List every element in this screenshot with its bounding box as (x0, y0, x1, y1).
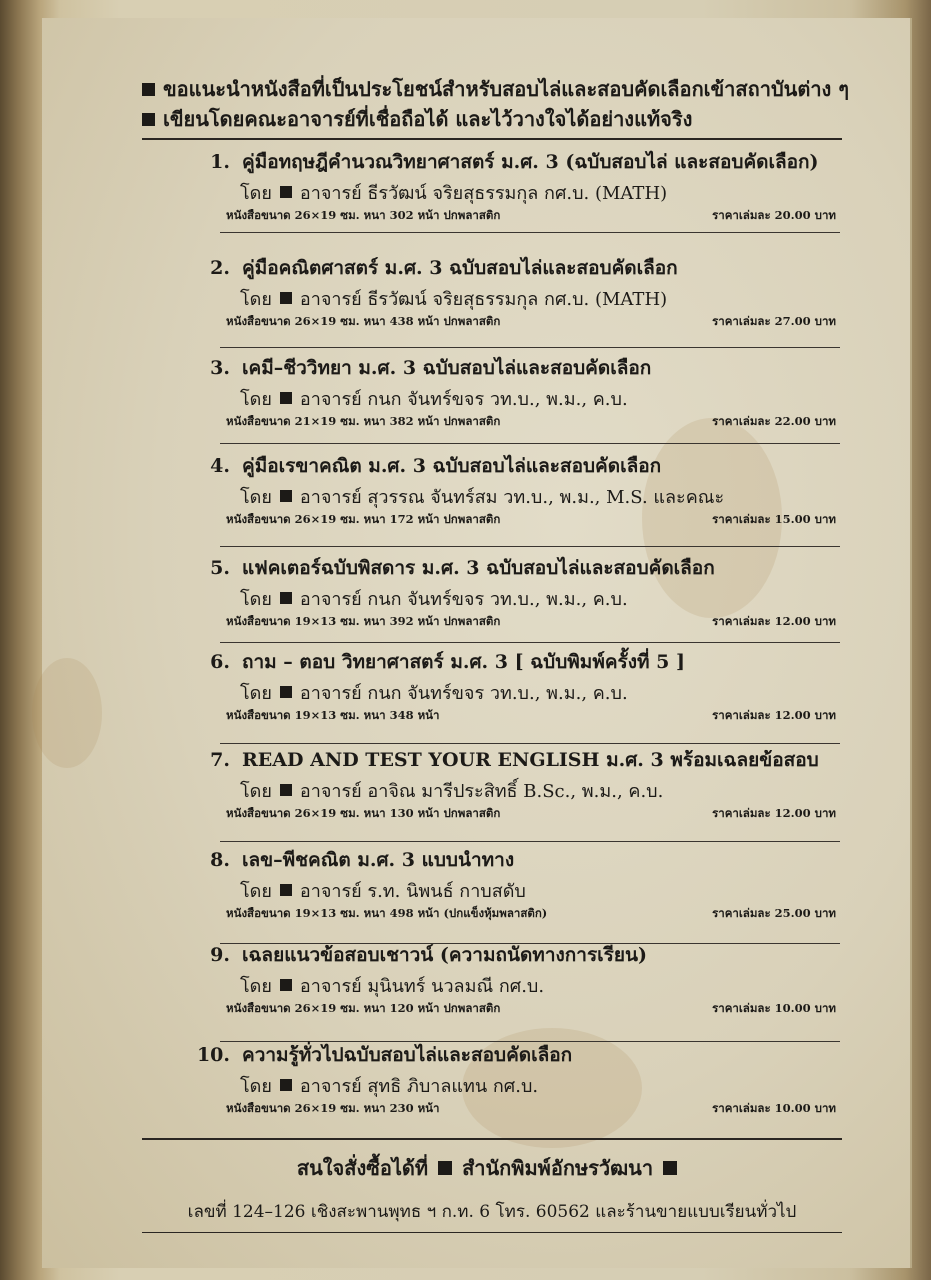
book-price: ราคาเล่มละ 10.00 บาท (712, 1101, 836, 1115)
book-entry (196, 451, 836, 529)
footer-rule (142, 1138, 842, 1140)
book-entry (196, 1040, 836, 1118)
book-price: ราคาเล่มละ 12.00 บาท (712, 708, 836, 722)
book-details: หนังสือขนาด 19×13 ซม. หนา 348 หน้า (226, 708, 440, 722)
book-price: ราคาเล่มละ 10.00 บาท (712, 1001, 836, 1015)
book-number: 4. (210, 455, 230, 477)
book-number: 3. (210, 357, 230, 379)
book-entry (196, 553, 836, 631)
entry-separator (220, 232, 840, 233)
book-price: ราคาเล่มละ 12.00 บาท (712, 806, 836, 820)
book-title: คู่มือทฤษฎีคำนวณวิทยาศาสตร์ ม.ศ. 3 (ฉบับสอบไล่ และสอบคัดเลือก) (242, 151, 819, 173)
book-price: ราคาเล่มละ 12.00 บาท (712, 614, 836, 628)
book-entry (196, 353, 836, 431)
bullet-square-icon (280, 292, 292, 304)
by-label: โดย (240, 780, 272, 802)
book-entry (196, 147, 836, 225)
book-author: อาจารย์ กนก จันทร์ขจร วท.บ., พ.ม., ค.บ. (299, 588, 628, 610)
header-line-1-text: ขอแนะนำหนังสือที่เป็นประโยชน์สำหรับสอบไล่และสอบคัดเลือกเข้าสถาบันต่าง ๆ (163, 77, 850, 101)
book-details: หนังสือขนาด 19×13 ซม. หนา 498 หน้า (ปกแข็งหุ้มพลาสติก) (226, 906, 548, 920)
book-entry (196, 845, 836, 923)
book-author: อาจารย์ ร.ท. นิพนธ์ กาบสดับ (299, 880, 526, 902)
book-author: อาจารย์ ธีรวัฒน์ จริยสุธรรมกุล กศ.บ. (MATH) (299, 182, 668, 204)
book-title: เฉลยแนวข้อสอบเชาวน์ (ความถนัดทางการเรียน) (242, 944, 647, 966)
book-author: อาจารย์ สุทธิ ภิบาลแทน กศ.บ. (299, 1075, 539, 1097)
book-details: หนังสือขนาด 26×19 ซม. หนา 120 หน้า ปกพลาสติก (226, 1001, 501, 1015)
book-title: READ AND TEST YOUR ENGLISH ม.ศ. 3 พร้อมเฉลยข้อสอบ (242, 749, 819, 771)
book-title: เลข–พีชคณิต ม.ศ. 3 แบบนำทาง (242, 849, 515, 871)
book-title: คู่มือเรขาคณิต ม.ศ. 3 ฉบับสอบไล่และสอบคัดเลือก (242, 455, 662, 477)
header-line-2 (142, 104, 862, 134)
book-details: หนังสือขนาด 26×19 ซม. หนา 130 หน้า ปกพลาสติก (226, 806, 501, 820)
book-entry (196, 745, 836, 823)
by-label: โดย (240, 486, 272, 508)
by-label: โดย (240, 588, 272, 610)
book-entry (196, 940, 836, 1018)
book-author: อาจารย์ กนก จันทร์ขจร วท.บ., พ.ม., ค.บ. (299, 388, 628, 410)
entry-separator (220, 841, 840, 842)
book-price: ราคาเล่มละ 22.00 บาท (712, 414, 836, 428)
by-label: โดย (240, 182, 272, 204)
publisher-name: สำนักพิมพ์อักษรวัฒนา (462, 1156, 654, 1180)
book-details: หนังสือขนาด 26×19 ซม. หนา 172 หน้า ปกพลาสติก (226, 512, 501, 526)
bullet-square-icon (280, 490, 292, 502)
book-author: อาจารย์ ธีรวัฒน์ จริยสุธรรมกุล กศ.บ. (MATH) (299, 288, 668, 310)
entry-separator (220, 347, 840, 348)
book-details: หนังสือขนาด 26×19 ซม. หนา 302 หน้า ปกพลาสติก (226, 208, 501, 222)
book-number: 8. (210, 849, 230, 871)
entry-separator (220, 642, 840, 643)
book-number: 7. (210, 749, 230, 771)
book-entry (196, 647, 836, 725)
by-label: โดย (240, 388, 272, 410)
bullet-square-icon (280, 186, 292, 198)
order-line (142, 1152, 842, 1184)
book-number: 9. (210, 944, 230, 966)
bottom-rule (142, 1232, 842, 1233)
book-number: 10. (196, 1044, 230, 1066)
bullet-square-icon (280, 784, 292, 796)
entry-separator (220, 743, 840, 744)
by-label: โดย (240, 880, 272, 902)
book-title: คู่มือคณิตศาสตร์ ม.ศ. 3 ฉบับสอบไล่และสอบคัดเลือก (242, 257, 678, 279)
book-entry (196, 253, 836, 331)
bullet-square-icon (663, 1161, 677, 1175)
book-number: 1. (210, 151, 230, 173)
footer (142, 1152, 842, 1225)
book-details: หนังสือขนาด 26×19 ซม. หนา 230 หน้า (226, 1101, 440, 1115)
by-label: โดย (240, 288, 272, 310)
book-number: 6. (210, 651, 230, 673)
by-label: โดย (240, 682, 272, 704)
header-rule (142, 138, 842, 140)
bullet-square-icon (280, 686, 292, 698)
book-details: หนังสือขนาด 21×19 ซม. หนา 382 หน้า ปกพลาสติก (226, 414, 501, 428)
book-title: ถาม – ตอบ วิทยาศาสตร์ ม.ศ. 3 [ ฉบับพิมพ์ครั้งที่ 5 ] (242, 651, 685, 673)
bullet-square-icon (142, 83, 155, 96)
book-title: แฟคเตอร์ฉบับพิสดาร ม.ศ. 3 ฉบับสอบไล่และสอบคัดเลือก (242, 557, 715, 579)
book-details: หนังสือขนาด 19×13 ซม. หนา 392 หน้า ปกพลาสติก (226, 614, 501, 628)
book-price: ราคาเล่มละ 20.00 บาท (712, 208, 836, 222)
book-price: ราคาเล่มละ 15.00 บาท (712, 512, 836, 526)
by-label: โดย (240, 975, 272, 997)
book-title: เคมี–ชีววิทยา ม.ศ. 3 ฉบับสอบไล่และสอบคัดเลือก (242, 357, 652, 379)
book-author: อาจารย์ อาจิณ มารีประสิทธิ์ B.Sc., พ.ม., ค.บ. (299, 780, 664, 802)
book-number: 5. (210, 557, 230, 579)
book-price: ราคาเล่มละ 27.00 บาท (712, 314, 836, 328)
book-author: อาจารย์ กนก จันทร์ขจร วท.บ., พ.ม., ค.บ. (299, 682, 628, 704)
entry-separator (220, 546, 840, 547)
by-label: โดย (240, 1075, 272, 1097)
book-author: อาจารย์ สุวรรณ จันทร์สม วท.บ., พ.ม., M.S. และคณะ (299, 486, 725, 508)
publisher-address: เลขที่ 124–126 เชิงสะพานพุทธ ฯ ก.ท. 6 โทร. 60562 และร้านขายแบบเรียนทั่วไป (187, 1202, 797, 1222)
header (142, 74, 862, 134)
bullet-square-icon (142, 113, 155, 126)
book-number: 2. (210, 257, 230, 279)
book-title: ความรู้ทั่วไปฉบับสอบไล่และสอบคัดเลือก (242, 1044, 573, 1066)
book-details: หนังสือขนาด 26×19 ซม. หนา 438 หน้า ปกพลาสติก (226, 314, 501, 328)
bullet-square-icon (280, 1079, 292, 1091)
book-price: ราคาเล่มละ 25.00 บาท (712, 906, 836, 920)
bullet-square-icon (438, 1161, 452, 1175)
order-label: สนใจสั่งซื้อได้ที่ (296, 1156, 429, 1180)
bullet-square-icon (280, 392, 292, 404)
bullet-square-icon (280, 884, 292, 896)
bullet-square-icon (280, 592, 292, 604)
header-line-1 (142, 74, 862, 104)
bullet-square-icon (280, 979, 292, 991)
entry-separator (220, 443, 840, 444)
header-line-2-text: เขียนโดยคณะอาจารย์ที่เชื่อถือได้ และไว้วางใจได้อย่างแท้จริง (163, 107, 693, 131)
book-author: อาจารย์ มุนินทร์ นวลมณี กศ.บ. (299, 975, 545, 997)
